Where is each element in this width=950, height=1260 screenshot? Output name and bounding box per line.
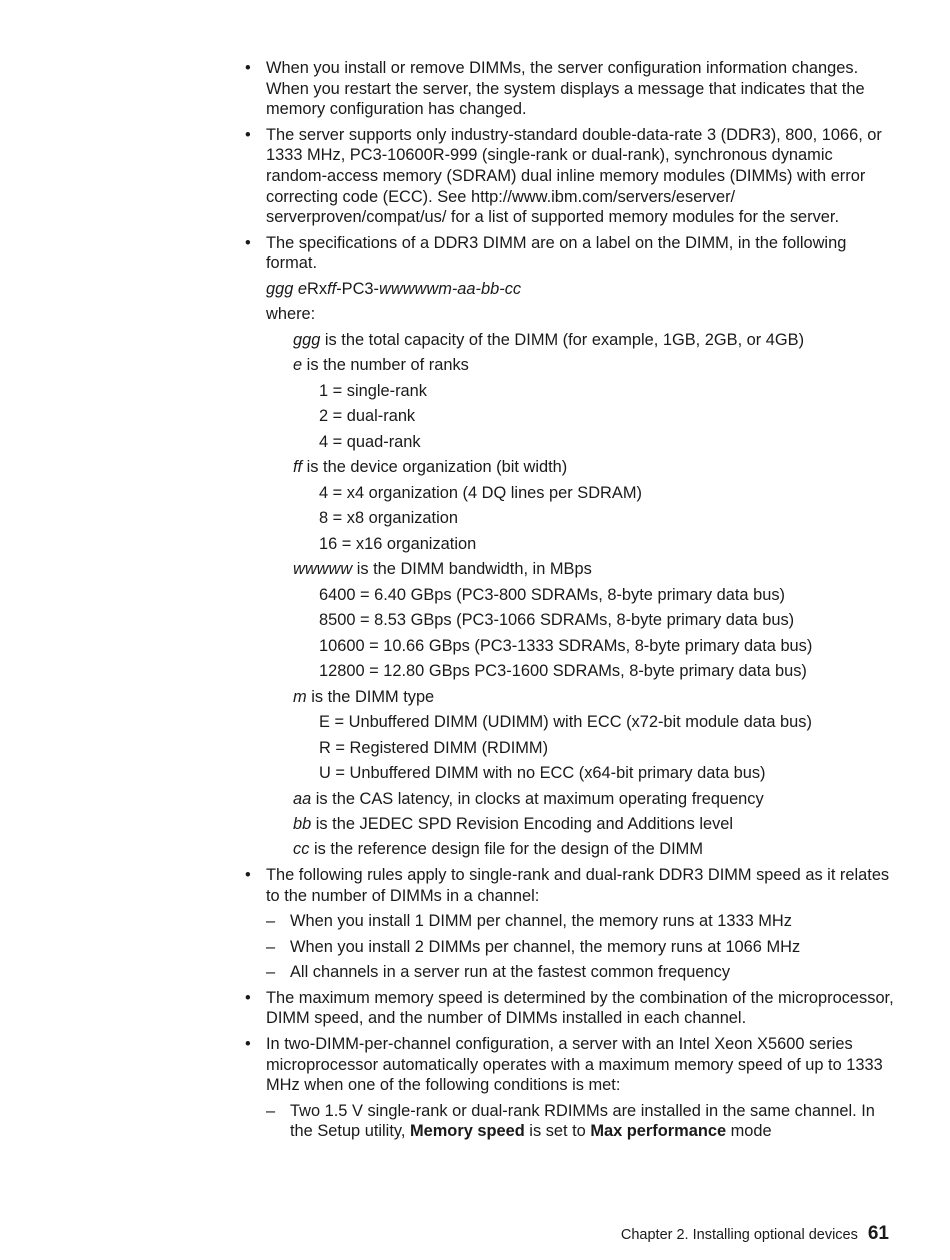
- page-number: 61: [867, 1223, 889, 1244]
- condition-memory-speed: Memory speed: [409, 1122, 525, 1141]
- bullet-text: The maximum memory speed is determined by the combination of the microprocessor, DIMM speed, and the number of DIMMs installed in each channel.: [266, 988, 894, 1028]
- field-term: wwwww: [293, 560, 353, 579]
- bullet-text: The server supports only industry-standard double-data-rate 3 (DDR3), 800, 1066, or 1333 MHz, PC3-10600R-999 (single-rank or dual-rank), synchronous dynamic random-access memory (SDRAM) dual inline memory modules (DIMMs) with error correcting code (ECC). See http://www.ibm.com/servers/eserver/ serverproven/compat/us/ for a list of supported memory modules for the server.: [266, 125, 882, 227]
- field-value: U = Unbuffered DIMM with no ECC (x64-bit primary data bus): [319, 764, 766, 783]
- field-value: R = Registered DIMM (RDIMM): [319, 738, 549, 757]
- field-term: e: [293, 356, 303, 375]
- bullet-mark: •: [245, 866, 251, 885]
- field-term: bb: [293, 815, 312, 833]
- field-desc: is the CAS latency, in clocks at maximum operating frequency: [311, 789, 764, 808]
- dash-item: [0, 937, 950, 958]
- field-term: m: [293, 687, 307, 706]
- bullet-mark: •: [245, 1034, 251, 1053]
- field-value: 1 = single-rank: [319, 381, 427, 400]
- field-term: ggg: [293, 330, 321, 349]
- dash-item: [0, 911, 950, 932]
- dash-text: When you install 2 DIMMs per channel, the memory runs at 1066 MHz: [290, 937, 801, 956]
- dash-mark: –: [266, 937, 276, 956]
- bullet-mark: •: [245, 125, 251, 144]
- field-value: 6400 = 6.40 GBps (PC3-800 SDRAMs, 8-byte primary data bus): [319, 585, 785, 604]
- field-wwwww: [0, 559, 950, 580]
- field-value: 8500 = 8.53 GBps (PC3-1066 SDRAMs, 8-byte primary data bus): [319, 611, 795, 630]
- field-term: aa: [293, 789, 312, 808]
- field-aa: [0, 789, 950, 810]
- field-cc: [0, 839, 950, 860]
- dash-mark: –: [266, 1101, 276, 1120]
- format-ff: ff: [327, 279, 337, 298]
- field-desc: is the number of ranks: [302, 356, 469, 375]
- page-content: [0, 58, 950, 1142]
- field-value: 12800 = 12.80 GBps PC3-1600 SDRAMs, 8-byte primary data bus): [319, 662, 807, 681]
- field-m: [0, 687, 950, 708]
- bullet-text: When you install or remove DIMMs, the server configuration information changes. When you restart the server, the system displays a message that indicates that the memory configuration has changed.: [266, 59, 865, 119]
- bullet-two-dimm-config: [0, 1034, 950, 1096]
- field-value: 4 = x4 organization (4 DQ lines per SDRAM): [319, 483, 642, 502]
- field-desc: is the reference design file for the design of the DIMM: [309, 840, 703, 859]
- dash-text: All channels in a server run at the fastest common frequency: [290, 963, 731, 982]
- bullet-supported-memory: [0, 125, 950, 228]
- field-value: 2 = dual-rank: [319, 407, 416, 426]
- condition-mid: is set to: [524, 1122, 591, 1141]
- condition-post: mode: [726, 1122, 772, 1141]
- bullet-max-speed: [0, 988, 950, 1029]
- dash-item: [0, 962, 950, 983]
- bullet-dimm-label-format: [0, 233, 950, 274]
- field-value: 16 = x16 organization: [319, 534, 477, 553]
- field-value: 10600 = 10.66 GBps (PC3-1333 SDRAMs, 8-byte primary data bus): [319, 636, 813, 655]
- bullet-dimm-config-change: [0, 58, 950, 120]
- field-value: E = Unbuffered DIMM (UDIMM) with ECC (x72-bit module data bus): [319, 713, 812, 732]
- dash-mark: –: [266, 912, 276, 931]
- field-e: [0, 355, 950, 376]
- bullet-text: The specifications of a DDR3 DIMM are on a label on the DIMM, in the following format.: [266, 233, 847, 273]
- bullet-speed-rules: [0, 865, 950, 906]
- format-ggg: ggg: [266, 279, 294, 298]
- field-ggg: [0, 330, 950, 351]
- field-desc: is the DIMM bandwidth, in MBps: [352, 560, 592, 579]
- bullet-text: In two-DIMM-per-channel configuration, a server with an Intel Xeon X5600 series microprocessor automatically operates with a maximum memory speed of up to 1333 MHz when one of the following conditions is met:: [266, 1034, 883, 1095]
- field-desc: is the JEDEC SPD Revision Encoding and Additions level: [311, 815, 734, 833]
- field-value: 8 = x8 organization: [319, 509, 458, 528]
- field-term: cc: [293, 840, 310, 859]
- field-desc: is the DIMM type: [306, 687, 435, 706]
- page-footer: [621, 1223, 889, 1245]
- field-value: 4 = quad-rank: [319, 432, 421, 451]
- field-desc: is the total capacity of the DIMM (for example, 1GB, 2GB, or 4GB): [320, 330, 805, 349]
- bullet-text: The following rules apply to single-rank and dual-rank DDR3 DIMM speed as it relates to the number of DIMMs in a channel:: [266, 866, 890, 905]
- field-desc: is the device organization (bit width): [302, 458, 568, 477]
- dash-text: When you install 1 DIMM per channel, the memory runs at 1333 MHz: [290, 912, 792, 931]
- format-tail: wwwwwm-aa-bb-cc: [379, 279, 522, 298]
- field-ff: [0, 457, 950, 478]
- format-string: [0, 279, 950, 300]
- bullet-mark: •: [245, 233, 251, 252]
- dash-mark: –: [266, 963, 276, 982]
- bullet-mark: •: [245, 988, 251, 1007]
- format-pc3: -PC3-: [336, 279, 380, 298]
- condition-pre: Two 1.5 V single-rank or dual-rank RDIMMs are installed in the same channel. In the Setup utility,: [290, 1101, 875, 1141]
- bullet-mark: •: [245, 59, 251, 77]
- field-term: ff: [293, 458, 303, 477]
- dash-item-condition: [0, 1101, 950, 1142]
- field-bb: [0, 814, 950, 835]
- condition-max-performance: Max performance: [590, 1122, 727, 1141]
- format-e: e: [297, 279, 308, 298]
- format-rx: Rx: [307, 279, 328, 298]
- footer-chapter: Chapter 2. Installing optional devices: [620, 1227, 858, 1243]
- where-label: where:: [266, 305, 316, 324]
